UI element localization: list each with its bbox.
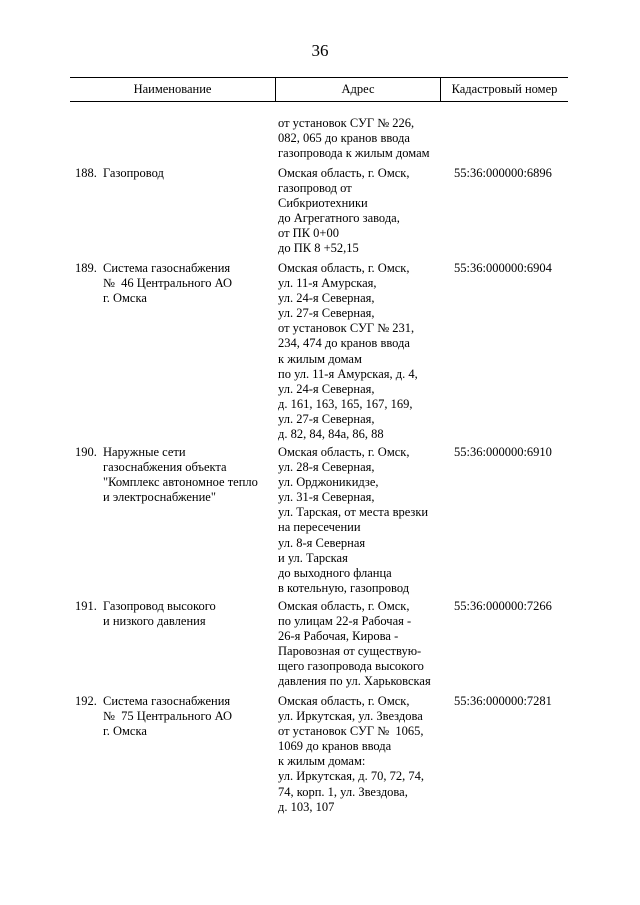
row-address: Омская область, г. Омск, ул. Иркутская, ул. Звездова от установок СУГ № 1065, 1069 до кранов ввода к жилым домам: ул. Иркутская, д. 70, 72, 74, 74, корп. 1, ул. Звездова, д. 103, 107	[278, 694, 424, 814]
table-header	[70, 77, 568, 102]
row-address: от установок СУГ № 226, 082, 065 до кранов ввода газопровода к жилым домам	[278, 116, 430, 161]
row-address: Омская область, г. Омск, ул. 11-я Амурская, ул. 24-я Северная, ул. 27-я Северная, от установок СУГ № 231, 234, 474 до кранов ввода к жилым домам по ул. 11-я Амурская, д. 4, ул. 24-я Северная, д. 161, 163, 165, 167, 169, ул. 27-я Северная, д. 82, 84, 84а, 86, 88	[278, 261, 418, 442]
row-name: Система газоснабжения № 46 Центрального АО г. Омска	[103, 261, 233, 306]
row-number: 192.	[75, 694, 97, 708]
page-number: 36	[311, 41, 329, 60]
row-cadastral-number: 55:36:000000:7266	[454, 599, 552, 613]
row-cadastral-number: 55:36:000000:6904	[454, 261, 552, 275]
header-address: Адрес	[341, 82, 375, 96]
row-number: 191.	[75, 599, 97, 613]
row-cadastral-number: 55:36:000000:6910	[454, 445, 552, 459]
row-address: Омская область, г. Омск, ул. 28-я Северная, ул. Орджоникидзе, ул. 31-я Северная, ул. Тарская, от места врезки на пересечении ул. 8-я Северная и ул. Тарская до выходного фланца в котельную, газопровод	[278, 445, 429, 595]
row-number: 190.	[75, 445, 97, 459]
row-cadastral-number: 55:36:000000:6896	[454, 166, 552, 180]
row-name: Наружные сети газоснабжения объекта "Комплекс автономное тепло и электроснабжение"	[103, 445, 258, 505]
row-name: Система газоснабжения № 75 Центрального АО г. Омска	[103, 694, 233, 739]
header-cadastral: Кадастровый номер	[451, 82, 558, 96]
row-number: 188.	[75, 166, 97, 180]
row-name: Газопровод высокого и низкого давления	[103, 599, 216, 629]
row-cadastral-number: 55:36:000000:7281	[454, 694, 552, 708]
row-number: 189.	[75, 261, 97, 275]
row-address: Омская область, г. Омск, по улицам 22-я Рабочая - 26-я Рабочая, Кирова - Паровозная от существую- щего газопровода высокого давления по ул. Харьковская	[278, 599, 431, 689]
header-name: Наименование	[133, 82, 212, 96]
row-name: Газопровод	[103, 166, 164, 180]
row-address: Омская область, г. Омск, газопровод от Сибкриотехники до Агрегатного завода, от ПК 0+00 до ПК 8 +52,15	[278, 166, 410, 256]
